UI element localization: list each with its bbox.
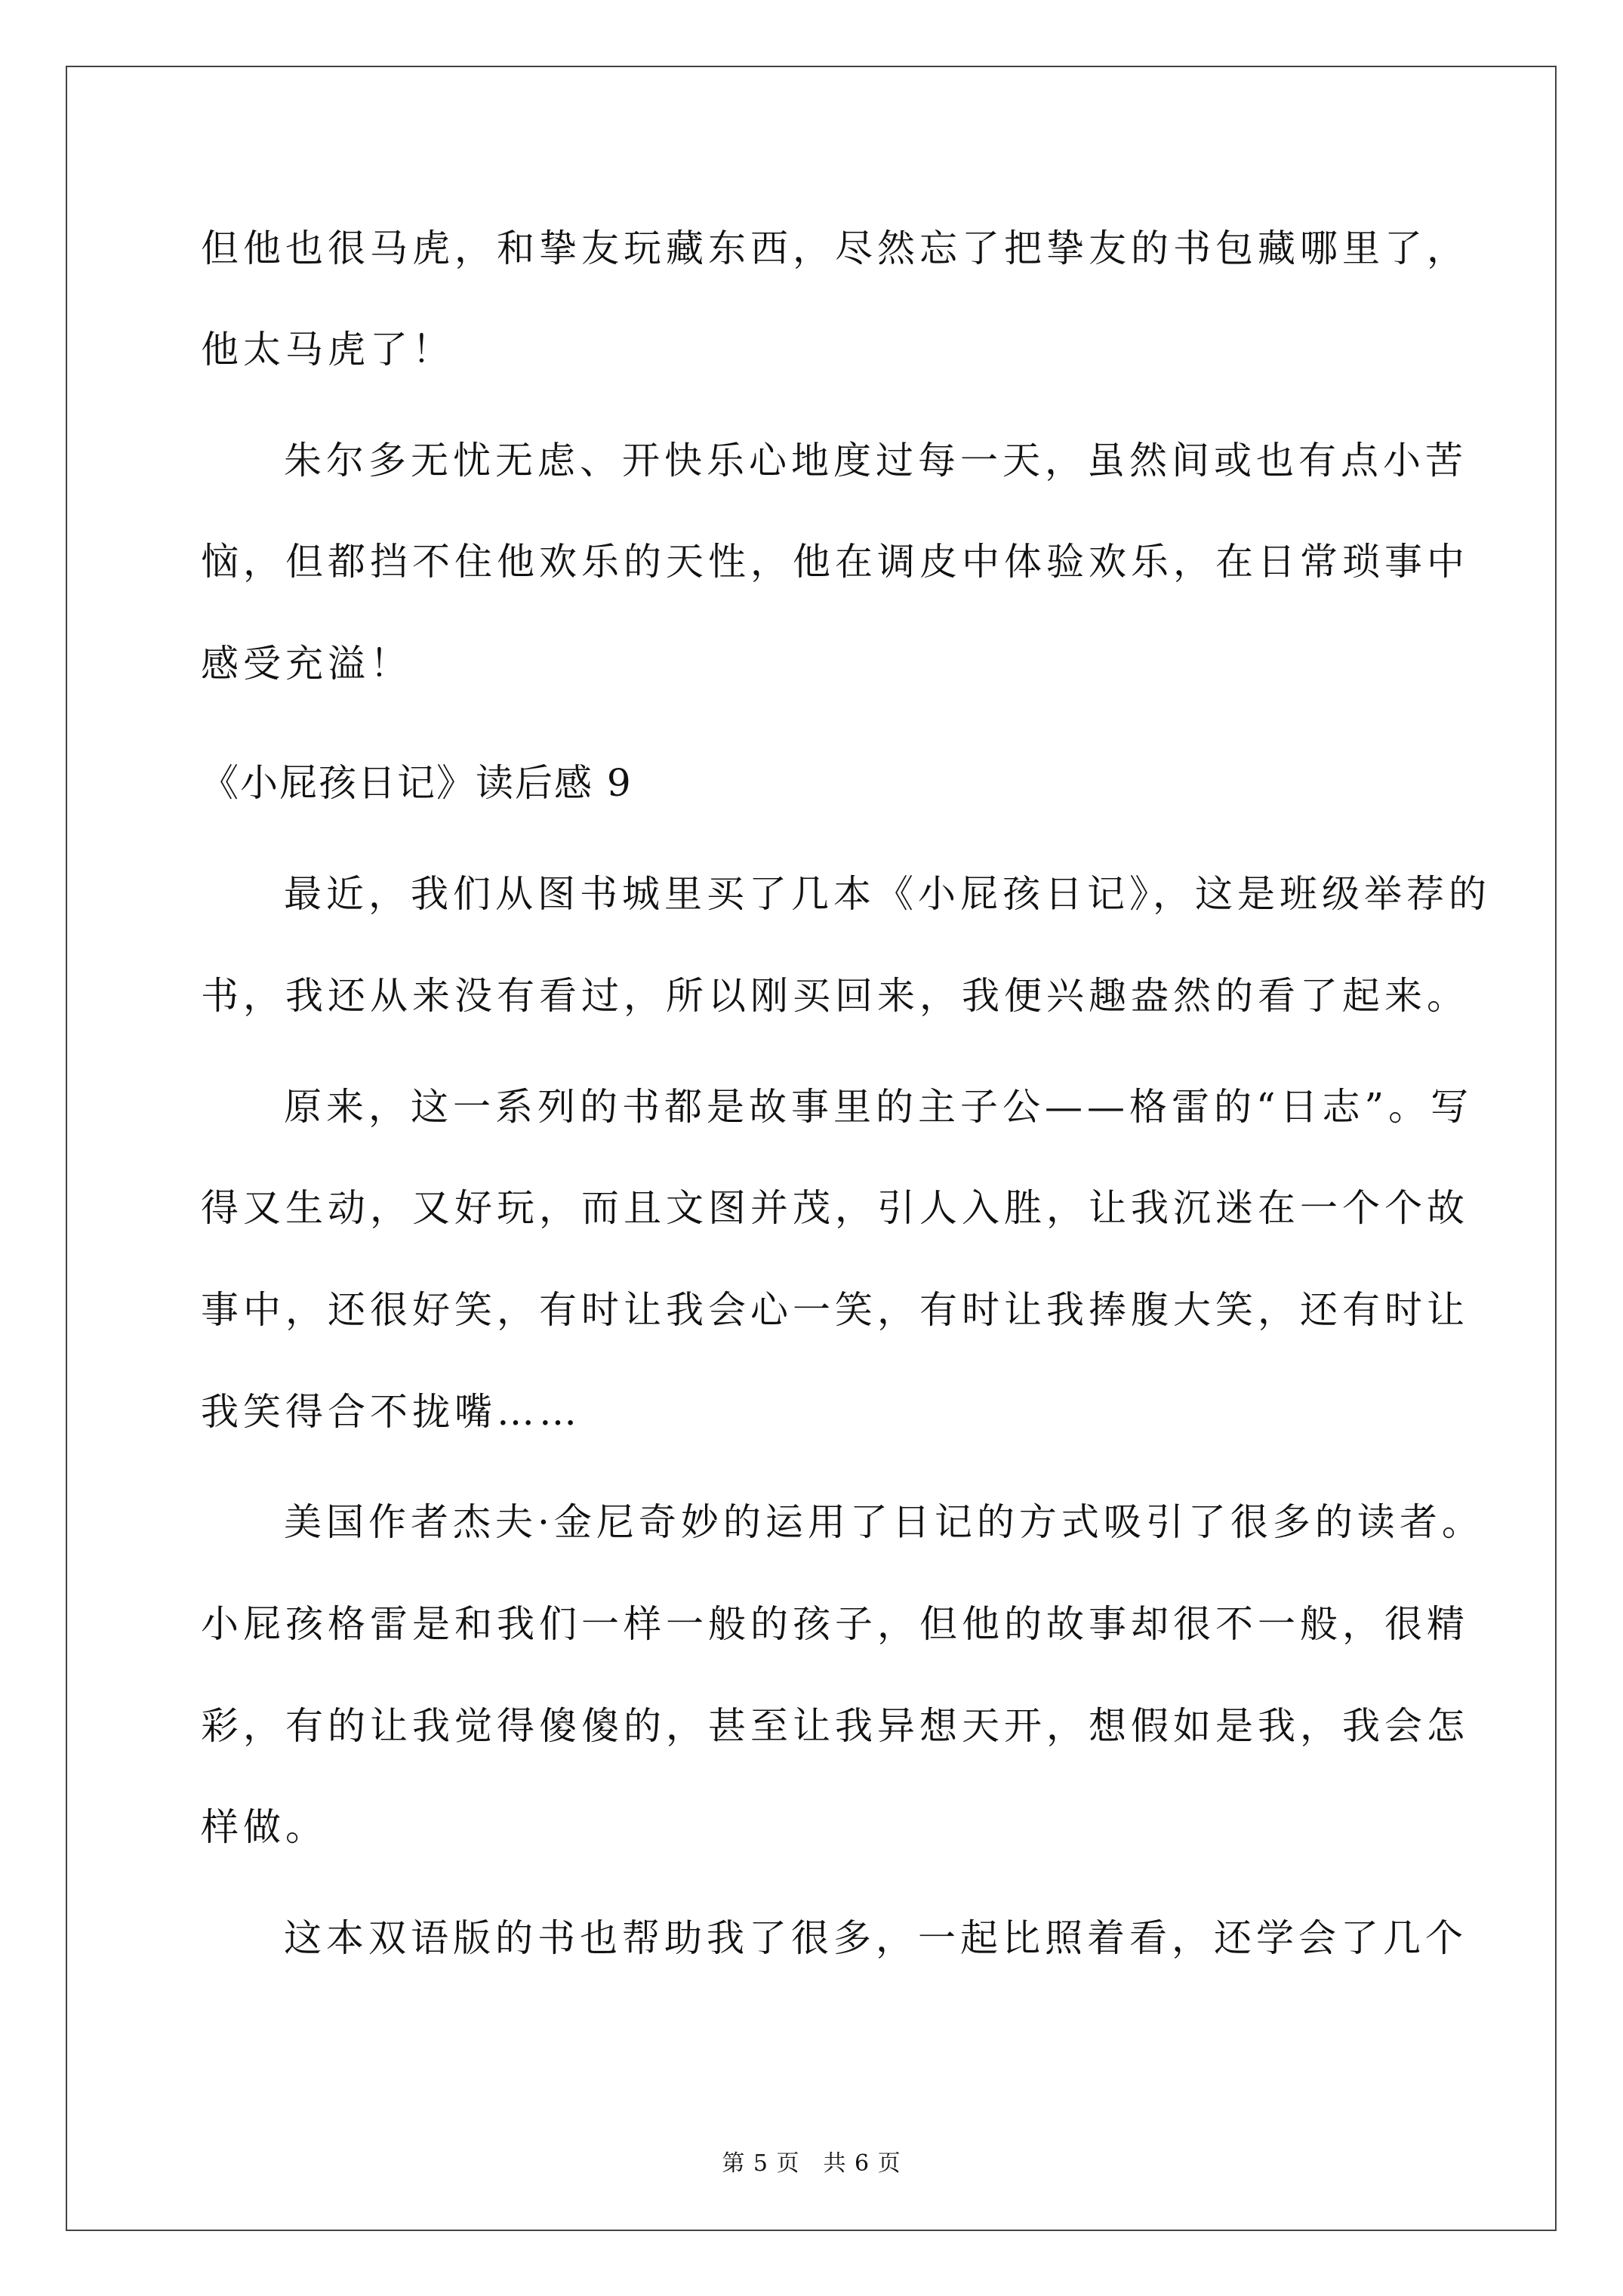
text-line: 事中，还很好笑，有时让我会心一笑，有时让我捧腹大笑，还有时让 bbox=[201, 1288, 1469, 1332]
text-line: 感受充溢！ bbox=[201, 642, 412, 686]
text-line: 最近，我们从图书城里买了几本《小屁孩日记》，这是班级举荐的 bbox=[284, 872, 1491, 916]
text-line: 彩，有的让我觉得傻傻的，甚至让我异想天开，想假如是我，我会怎 bbox=[201, 1704, 1469, 1748]
text-line: 小屁孩格雷是和我们一样一般的孩子，但他的故事却很不一般，很精 bbox=[201, 1602, 1469, 1646]
text-line: 得又生动，又好玩，而且文图并茂，引人入胜，让我沉迷在一个个故 bbox=[201, 1186, 1469, 1230]
text-line: 这本双语版的书也帮助我了很多，一起比照着看，还学会了几个 bbox=[284, 1916, 1467, 1960]
text-line: 原来，这一系列的书都是故事里的主子公——格雷的“日志”。写 bbox=[284, 1085, 1474, 1129]
text-line: 我笑得合不拢嘴…… bbox=[201, 1390, 581, 1434]
text-line: 朱尔多无忧无虑、开快乐心地度过每一天，虽然间或也有点小苦 bbox=[284, 439, 1467, 482]
text-line: 样做。 bbox=[201, 1805, 328, 1849]
page-number-footer: 第 5 页 共 6 页 bbox=[722, 2150, 901, 2177]
section-heading: 《小屁孩日记》读后感 9 bbox=[201, 761, 633, 805]
text-line: 恼，但都挡不住他欢乐的天性，他在调皮中体验欢乐，在日常琐事中 bbox=[201, 540, 1469, 584]
text-line: 书，我还从来没有看过，所以刚买回来，我便兴趣盎然的看了起来。 bbox=[201, 974, 1469, 1018]
text-line: 他太马虎了！ bbox=[201, 328, 454, 371]
page-border bbox=[66, 66, 1557, 2231]
text-line: 但他也很马虎，和挚友玩藏东西，尽然忘了把挚友的书包藏哪里了， bbox=[201, 227, 1469, 270]
text-line: 美国作者杰夫·金尼奇妙的运用了日记的方式吸引了很多的读者。 bbox=[284, 1500, 1484, 1544]
